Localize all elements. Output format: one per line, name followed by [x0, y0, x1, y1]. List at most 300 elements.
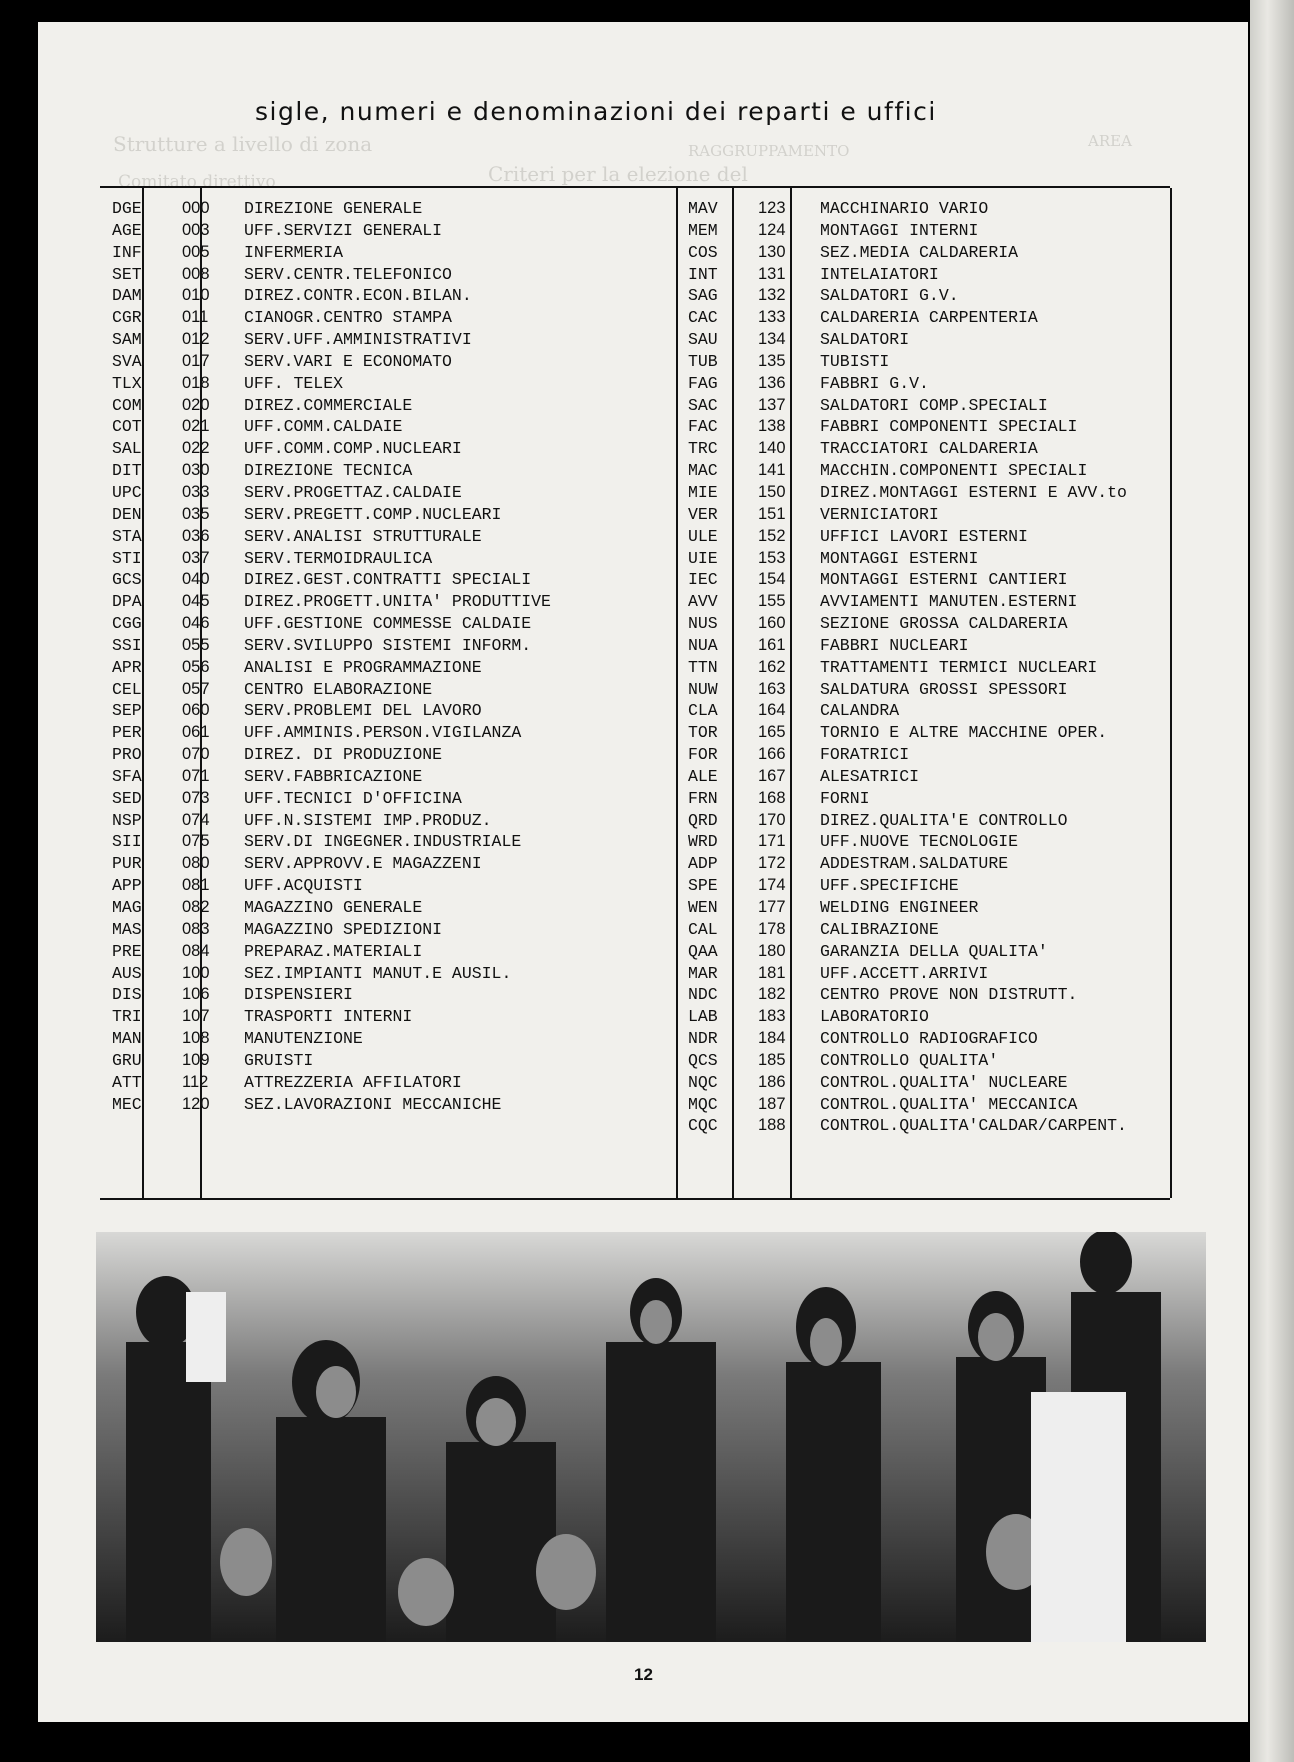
department-number: 010 — [182, 286, 210, 305]
department-number: 141 — [758, 461, 786, 480]
department-code: MAN — [112, 1029, 142, 1049]
table-row — [112, 438, 674, 460]
department-name: UFF.TECNICI D'OFFICINA — [244, 788, 462, 808]
department-number: 081 — [182, 876, 210, 895]
department-name: MONTAGGI INTERNI — [820, 220, 979, 240]
department-code: TTN — [688, 657, 718, 677]
table-row — [112, 482, 674, 504]
department-name: DIREZ.GEST.CONTRATTI SPECIALI — [244, 570, 532, 590]
table-row — [112, 831, 674, 853]
department-name: SERV.VARI E ECONOMATO — [244, 351, 452, 371]
department-code: NDR — [688, 1029, 718, 1049]
department-code: SSI — [112, 635, 142, 655]
department-name: SERV.PROGETTAZ.CALDAIE — [244, 482, 462, 502]
department-name: SERV.TERMOIDRAULICA — [244, 548, 433, 568]
department-name: VERNICIATORI — [820, 504, 939, 524]
table-row — [112, 722, 674, 744]
department-name: SEZ.IMPIANTI MANUT.E AUSIL. — [244, 963, 512, 983]
department-code: QRD — [688, 810, 718, 830]
table-row — [688, 264, 1250, 286]
table-row — [112, 679, 674, 701]
department-code: APP — [112, 876, 142, 896]
department-code: MAG — [112, 898, 142, 917]
table-row — [112, 941, 674, 963]
department-name: AVVIAMENTI MANUTEN.ESTERNI — [820, 592, 1078, 612]
table-row — [112, 810, 674, 832]
department-code: COM — [112, 395, 142, 415]
department-code: UIE — [688, 548, 718, 568]
table-row — [112, 875, 674, 897]
department-number: 100 — [182, 963, 210, 982]
department-code: INT — [688, 264, 718, 284]
department-name: SERV.FABBRICAZIONE — [244, 766, 423, 786]
department-code: SAC — [688, 395, 718, 415]
department-number: 003 — [182, 220, 210, 239]
table-row — [112, 984, 674, 1006]
protest-march-photo — [96, 1232, 1206, 1642]
bleed-through-text: Comitato direttivo — [118, 172, 276, 192]
department-name: UFF.COMM.COMP.NUCLEARI — [244, 439, 462, 459]
table-row — [112, 963, 674, 985]
department-name: SERV.CENTR.TELEFONICO — [244, 264, 452, 284]
department-code: FRN — [688, 788, 718, 808]
table-row — [112, 635, 674, 657]
department-code: UPC — [112, 482, 142, 502]
table-row — [112, 1050, 674, 1072]
department-name: UFF.ACQUISTI — [244, 876, 363, 896]
table-row — [688, 482, 1250, 504]
department-number: 138 — [758, 417, 786, 436]
table-row — [112, 416, 674, 438]
table-row — [112, 264, 674, 286]
department-number: 033 — [182, 482, 210, 501]
table-row — [688, 657, 1250, 679]
table-row — [688, 569, 1250, 591]
table-row — [688, 438, 1250, 460]
table-row — [112, 1006, 674, 1028]
department-name: SERV.PREGETT.COMP.NUCLEARI — [244, 504, 502, 524]
table-row — [112, 700, 674, 722]
department-number: 120 — [182, 1094, 210, 1113]
table-row — [112, 307, 674, 329]
department-code: FAG — [688, 373, 718, 393]
department-code: AUS — [112, 963, 142, 983]
table-row — [112, 198, 674, 220]
department-code: SAG — [688, 286, 718, 306]
department-code: TRC — [688, 439, 718, 459]
department-number: 018 — [182, 373, 210, 392]
department-number: 040 — [182, 570, 210, 589]
department-code: ULE — [688, 526, 718, 546]
department-number: 108 — [182, 1029, 210, 1048]
table-row — [112, 285, 674, 307]
table-row — [688, 963, 1250, 985]
department-number: 185 — [758, 1050, 786, 1069]
department-code: FAC — [688, 417, 718, 437]
department-name: GRUISTI — [244, 1050, 314, 1070]
department-code: SFA — [112, 766, 142, 786]
department-number: 184 — [758, 1029, 786, 1048]
department-name: SERV.SVILUPPO SISTEMI INFORM. — [244, 635, 532, 655]
department-code: COT — [112, 417, 142, 437]
department-name: SALDATORI COMP.SPECIALI — [820, 395, 1048, 415]
department-code: GCS — [112, 570, 142, 590]
department-number: 124 — [758, 220, 786, 239]
table-row — [112, 744, 674, 766]
department-number: 074 — [182, 810, 210, 829]
table-row — [688, 635, 1250, 657]
department-name: CONTROLLO QUALITA' — [820, 1050, 999, 1070]
department-code: TUB — [688, 351, 718, 371]
department-code: PRO — [112, 745, 142, 765]
table-row — [688, 984, 1250, 1006]
department-number: 135 — [758, 351, 786, 370]
department-name: CALIBRAZIONE — [820, 919, 939, 939]
department-number: 112 — [182, 1072, 209, 1091]
department-name: UFF.AMMINIS.PERSON.VIGILANZA — [244, 723, 522, 743]
department-name: CONTROLLO RADIOGRAFICO — [820, 1029, 1038, 1049]
table-row — [688, 700, 1250, 722]
table-row — [688, 897, 1250, 919]
department-number: 005 — [182, 242, 210, 261]
table-row — [688, 504, 1250, 526]
department-code: TLX — [112, 373, 142, 393]
table-row — [112, 853, 674, 875]
department-name: DIREZ.QUALITA'E CONTROLLO — [820, 810, 1068, 830]
table-row — [688, 416, 1250, 438]
department-name: INTELAIATORI — [820, 264, 939, 284]
department-code: SED — [112, 788, 142, 808]
left-table-column — [112, 198, 674, 1115]
department-number: 181 — [758, 963, 786, 982]
department-name: DIREZ.CONTR.ECON.BILAN. — [244, 286, 472, 306]
department-number: 155 — [758, 592, 786, 611]
department-number: 153 — [758, 548, 786, 567]
department-code: STA — [112, 526, 142, 546]
table-row — [688, 853, 1250, 875]
department-name: CIANOGR.CENTRO STAMPA — [244, 308, 452, 328]
department-name: FABBRI NUCLEARI — [820, 635, 969, 655]
table-row — [688, 810, 1250, 832]
department-code: CGG — [112, 614, 142, 634]
department-number: 165 — [758, 723, 786, 742]
department-name: SEZ.MEDIA CALDARERIA — [820, 242, 1019, 262]
department-code: QCS — [688, 1050, 718, 1070]
table-row — [688, 351, 1250, 373]
department-name: UFFICI LAVORI ESTERNI — [820, 526, 1028, 546]
table-row — [688, 679, 1250, 701]
department-code: MAV — [688, 199, 718, 218]
department-number: 056 — [182, 657, 210, 676]
page-title: sigle, numeri e denominazioni dei reparti e uffici — [255, 97, 937, 126]
table-row — [688, 1050, 1250, 1072]
department-code: PER — [112, 723, 142, 743]
department-name: ATTREZZERIA AFFILATORI — [244, 1072, 462, 1092]
department-name: UFF.NUOVE TECNOLOGIE — [820, 832, 1019, 852]
department-number: 180 — [758, 941, 786, 960]
department-name: MONTAGGI ESTERNI — [820, 548, 979, 568]
department-code: MEM — [688, 220, 718, 240]
department-number: 131 — [758, 264, 786, 283]
department-name: DIREZIONE TECNICA — [244, 461, 413, 481]
department-number: 123 — [758, 199, 786, 217]
table-row — [688, 941, 1250, 963]
table-row — [112, 460, 674, 482]
table-row — [688, 722, 1250, 744]
department-code: SEP — [112, 701, 142, 721]
department-number: 084 — [182, 941, 210, 960]
department-name: ANALISI E PROGRAMMAZIONE — [244, 657, 482, 677]
department-number: 130 — [758, 242, 786, 261]
department-name: DIREZ. DI PRODUZIONE — [244, 745, 443, 765]
table-row — [688, 220, 1250, 242]
department-number: 167 — [758, 766, 786, 785]
department-name: TRASPORTI INTERNI — [244, 1007, 413, 1027]
table-row — [688, 875, 1250, 897]
department-name: PREPARAZ.MATERIALI — [244, 941, 423, 961]
department-number: 071 — [182, 766, 210, 785]
table-row — [112, 897, 674, 919]
department-code: APR — [112, 657, 142, 677]
department-number: 107 — [182, 1007, 210, 1026]
department-number: 151 — [758, 504, 786, 523]
department-code: MQC — [688, 1094, 718, 1114]
table-row — [688, 766, 1250, 788]
department-name: CALDARERIA CARPENTERIA — [820, 308, 1038, 328]
page-number: 12 — [634, 1665, 653, 1684]
table-row — [688, 395, 1250, 417]
department-code: WRD — [688, 832, 718, 852]
department-number: 137 — [758, 395, 786, 414]
department-code: IEC — [688, 570, 718, 590]
bleed-through-text: Criteri per la elezione del — [488, 162, 748, 186]
department-code: NUW — [688, 679, 718, 699]
department-code: FOR — [688, 745, 718, 765]
department-code: CQC — [688, 1116, 718, 1136]
department-code: NSP — [112, 810, 142, 830]
department-number: 080 — [182, 854, 210, 873]
department-name: CONTROL.QUALITA' NUCLEARE — [820, 1072, 1068, 1092]
department-number: 109 — [182, 1050, 210, 1069]
department-name: TUBISTI — [820, 351, 890, 371]
department-number: 132 — [758, 286, 786, 305]
department-name: CENTRO ELABORAZIONE — [244, 679, 433, 699]
department-code: NDC — [688, 985, 718, 1005]
department-name: ALESATRICI — [820, 766, 920, 786]
department-name: ADDESTRAM.SALDATURE — [820, 854, 1009, 874]
department-name: CONTROL.QUALITA' MECCANICA — [820, 1094, 1078, 1114]
department-number: 011 — [182, 308, 209, 327]
department-code: LAB — [688, 1007, 718, 1027]
department-code: SPE — [688, 876, 718, 896]
department-name: SERV.APPROVV.E MAGAZZENI — [244, 854, 482, 874]
department-code: MAC — [688, 461, 718, 481]
department-code: COS — [688, 242, 718, 262]
department-code: ATT — [112, 1072, 142, 1092]
table-row — [112, 569, 674, 591]
table-row — [688, 242, 1250, 264]
department-number: 082 — [182, 898, 210, 916]
table-row — [112, 1028, 674, 1050]
table-row — [688, 1115, 1250, 1137]
department-number: 161 — [758, 635, 786, 654]
department-number: 106 — [182, 985, 210, 1004]
department-code: VER — [688, 504, 718, 524]
table-row — [112, 395, 674, 417]
department-code: TOR — [688, 723, 718, 743]
department-name: UFF.N.SISTEMI IMP.PRODUZ. — [244, 810, 492, 830]
department-number: 177 — [758, 898, 786, 916]
department-number: 055 — [182, 635, 210, 654]
table-row — [688, 831, 1250, 853]
department-name: MONTAGGI ESTERNI CANTIERI — [820, 570, 1068, 590]
department-number: 133 — [758, 308, 786, 327]
department-name: TRACCIATORI CALDARERIA — [820, 439, 1038, 459]
department-code: CAC — [688, 308, 718, 328]
department-code: NQC — [688, 1072, 718, 1092]
department-code: DIT — [112, 461, 142, 481]
table-row — [688, 526, 1250, 548]
department-code: DGE — [112, 199, 142, 218]
department-name: CONTROL.QUALITA'CALDAR/CARPENT. — [820, 1116, 1127, 1136]
table-row — [112, 329, 674, 351]
department-code: CLA — [688, 701, 718, 721]
department-number: 183 — [758, 1007, 786, 1026]
department-code: SAM — [112, 330, 142, 350]
department-name: MAGAZZINO SPEDIZIONI — [244, 919, 443, 939]
department-number: 170 — [758, 810, 786, 829]
table-row — [688, 613, 1250, 635]
department-code: MAS — [112, 919, 142, 939]
department-name: MACCHINARIO VARIO — [820, 199, 989, 218]
department-code: NUA — [688, 635, 718, 655]
table-row — [688, 1094, 1250, 1116]
department-code: PUR — [112, 854, 142, 874]
department-name: SEZIONE GROSSA CALDARERIA — [820, 614, 1068, 634]
department-code: CEL — [112, 679, 142, 699]
department-number: 017 — [182, 351, 210, 370]
department-name: SALDATORI — [820, 330, 910, 350]
department-number: 045 — [182, 592, 210, 611]
department-name: FORNI — [820, 788, 870, 808]
table-row — [112, 1094, 674, 1116]
department-code: QAA — [688, 941, 718, 961]
table-row — [688, 329, 1250, 351]
table-row — [688, 744, 1250, 766]
bleed-through-text: RAGGRUPPAMENTO — [688, 142, 850, 160]
table-row — [112, 220, 674, 242]
table-row — [688, 198, 1250, 220]
department-code: AGE — [112, 220, 142, 240]
department-number: 030 — [182, 461, 210, 480]
table-row — [688, 1006, 1250, 1028]
department-code: AVV — [688, 592, 718, 612]
department-name: UFF.ACCETT.ARRIVI — [820, 963, 989, 983]
table-row — [112, 657, 674, 679]
department-code: DIS — [112, 985, 142, 1005]
department-name: SALDATURA GROSSI SPESSORI — [820, 679, 1068, 699]
department-code: SAL — [112, 439, 142, 459]
department-name: SERV.UFF.AMMINISTRATIVI — [244, 330, 472, 350]
department-name: SERV.ANALISI STRUTTURALE — [244, 526, 482, 546]
department-code: ALE — [688, 766, 718, 786]
department-code: WEN — [688, 898, 718, 917]
department-code: NUS — [688, 614, 718, 634]
department-number: 172 — [758, 854, 786, 873]
department-name: TORNIO E ALTRE MACCHINE OPER. — [820, 723, 1108, 743]
table-row — [112, 591, 674, 613]
department-number: 021 — [182, 417, 210, 436]
department-number: 083 — [182, 919, 210, 938]
department-code: GRU — [112, 1050, 142, 1070]
department-code: MEC — [112, 1094, 142, 1114]
department-name: WELDING ENGINEER — [820, 898, 979, 917]
department-number: 037 — [182, 548, 210, 567]
department-name: TRATTAMENTI TERMICI NUCLEARI — [820, 657, 1098, 677]
department-name: MACCHIN.COMPONENTI SPECIALI — [820, 461, 1088, 481]
table-row — [112, 919, 674, 941]
department-code: SVA — [112, 351, 142, 371]
department-number: 152 — [758, 526, 786, 545]
department-number: 171 — [758, 832, 786, 851]
table-row — [688, 307, 1250, 329]
department-number: 008 — [182, 264, 210, 283]
department-name: DIREZ.PROGETT.UNITA' PRODUTTIVE — [244, 592, 551, 612]
department-number: 166 — [758, 745, 786, 764]
department-name: MANUTENZIONE — [244, 1029, 363, 1049]
table-row — [112, 788, 674, 810]
department-name: UFF.SERVIZI GENERALI — [244, 220, 443, 240]
department-code: SAU — [688, 330, 718, 350]
bleed-through-heading: Strutture a livello di zona — [113, 132, 373, 156]
table-row — [688, 919, 1250, 941]
department-code: DAM — [112, 286, 142, 306]
department-code: TRI — [112, 1007, 142, 1027]
right-table-column — [688, 198, 1250, 1137]
table-row — [688, 285, 1250, 307]
department-number: 134 — [758, 330, 786, 349]
department-name: CALANDRA — [820, 701, 900, 721]
department-number: 140 — [758, 439, 786, 458]
department-number: 154 — [758, 570, 786, 589]
table-row — [688, 1072, 1250, 1094]
table-row — [112, 351, 674, 373]
department-number: 075 — [182, 832, 210, 851]
department-name: MAGAZZINO GENERALE — [244, 898, 423, 917]
department-number: 182 — [758, 985, 786, 1004]
department-code: STI — [112, 548, 142, 568]
department-name: DIREZ.COMMERCIALE — [244, 395, 413, 415]
department-name: SALDATORI G.V. — [820, 286, 959, 306]
department-name: SEZ.LAVORAZIONI MECCANICHE — [244, 1094, 502, 1114]
table-row — [688, 373, 1250, 395]
department-name: FORATRICI — [820, 745, 910, 765]
department-number: 162 — [758, 657, 786, 676]
table-row — [688, 460, 1250, 482]
department-number: 035 — [182, 504, 210, 523]
department-number: 057 — [182, 679, 210, 698]
column-divider — [676, 188, 678, 1198]
department-name: UFF.SPECIFICHE — [820, 876, 959, 896]
department-name: CENTRO PROVE NON DISTRUTT. — [820, 985, 1078, 1005]
department-name: SERV.DI INGEGNER.INDUSTRIALE — [244, 832, 522, 852]
table-row — [688, 788, 1250, 810]
department-code: SII — [112, 832, 142, 852]
table-row — [112, 548, 674, 570]
department-name: DISPENSIERI — [244, 985, 353, 1005]
department-number: 046 — [182, 614, 210, 633]
department-code: PRE — [112, 941, 142, 961]
